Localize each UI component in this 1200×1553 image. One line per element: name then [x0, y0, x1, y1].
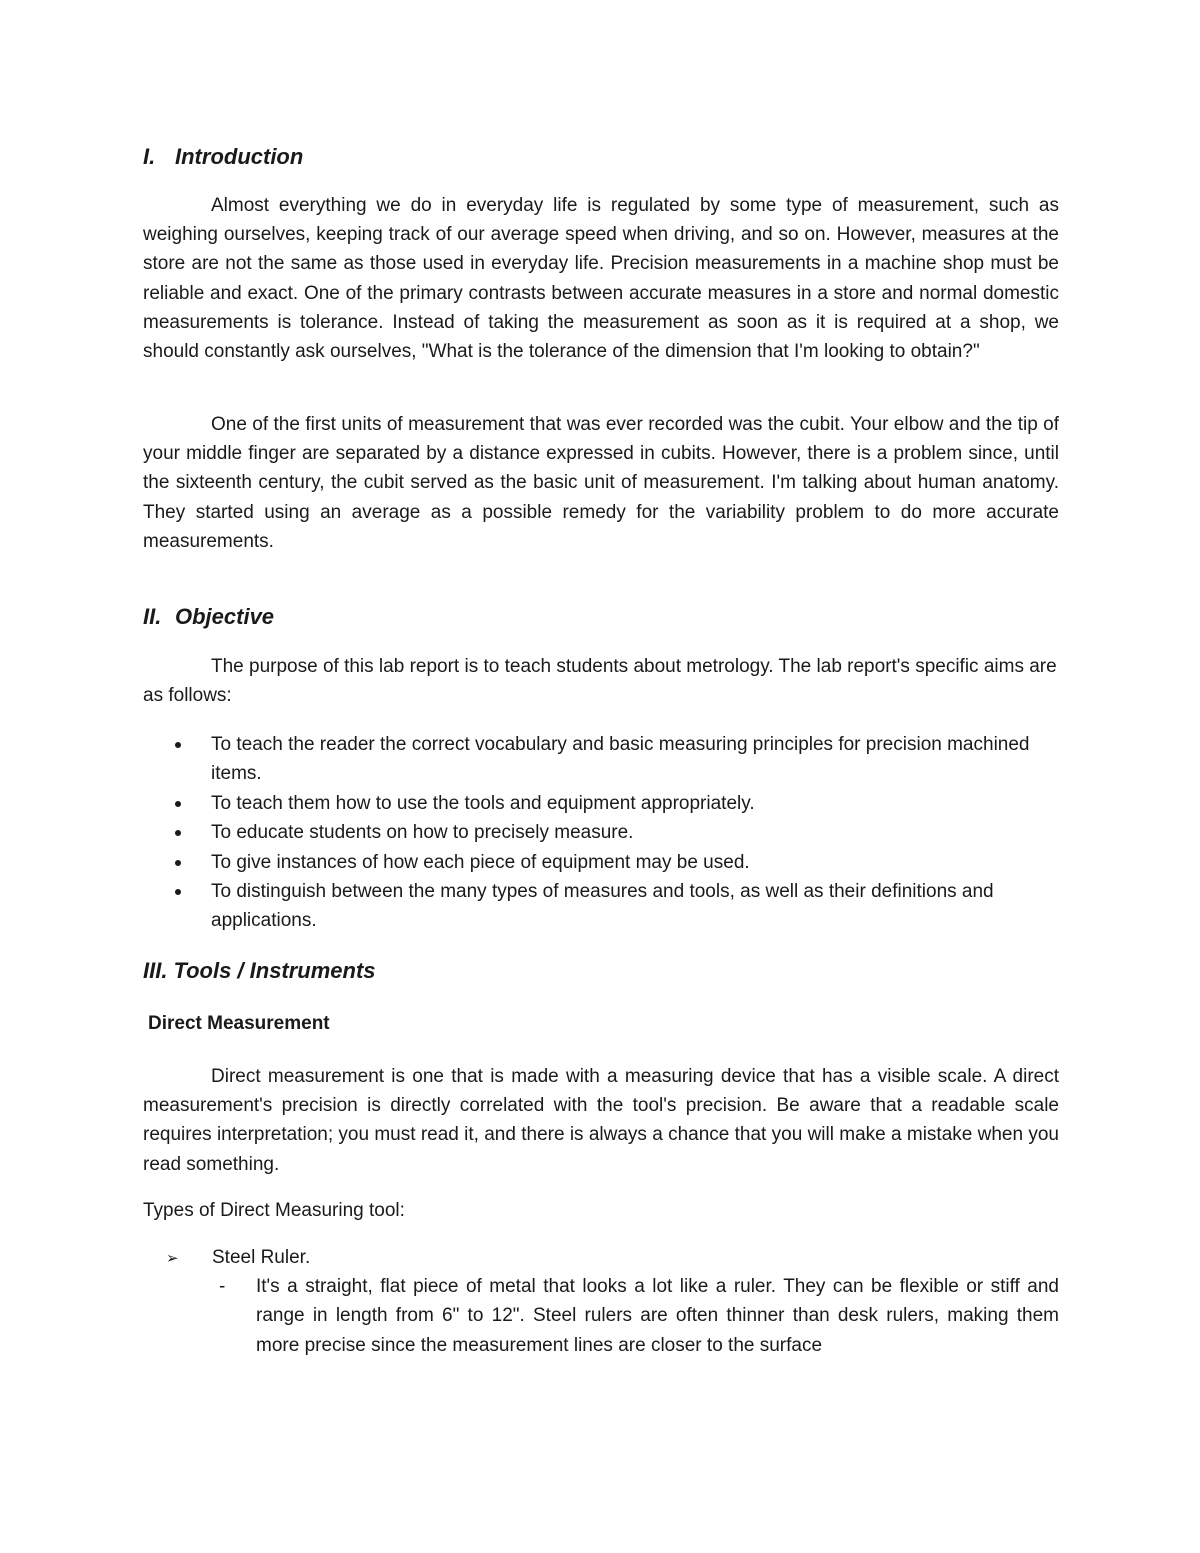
bullet-icon — [175, 742, 181, 748]
list-item — [143, 730, 1043, 789]
intro-paragraph-2: One of the first units of measurement that was ever recorded was the cubit. Your elbow and the tip of your middle finger are separated by a distance expressed in cubits. However, there is a problem since, until the sixteenth century, the cubit served as the basic unit of measurement. I'm talking about human anatomy. They started using an average as a possible remedy for the variability problem to do more accurate measurements. — [143, 414, 1059, 552]
list-item-text: To educate students on how to precisely measure. — [211, 822, 634, 844]
heading-number: III. — [143, 958, 168, 983]
dash-bullet-icon: - — [219, 1276, 226, 1297]
heading-tools — [143, 957, 376, 985]
arrow-bullet-icon: ➢ — [166, 1249, 179, 1267]
bullet-icon — [175, 801, 181, 807]
heading-number: II. — [143, 604, 162, 629]
tool-description — [213, 1272, 1059, 1360]
list-item — [143, 789, 1043, 818]
heading-introduction — [143, 143, 303, 171]
heading-objective — [143, 603, 274, 631]
list-item — [143, 848, 1043, 877]
heading-title: Introduction — [175, 144, 304, 169]
intro-paragraph-1: Almost everything we do in everyday life is regulated by some type of measurement, such as weighing ourselves, keeping track of our average speed when driving, and so on. However, measures at the store are not the same as those used in everyday life. Precision measurements in a machine shop must be reliable and exact. One of the primary contrasts between accurate measures in a store and normal domestic measurements is tolerance. Instead of taking the measurement as soon as it is required at a shop, we should constantly ask ourselves, "What is the tolerance of the dimension that I'm looking to obtain?" — [143, 195, 1059, 363]
heading-number: I. — [143, 144, 156, 169]
types-label: Types of Direct Measuring tool: — [143, 1200, 405, 1221]
direct-measurement-paragraph: Direct measurement is one that is made with a measuring device that has a visible scale. A direct measurement's precision is directly correlated with the tool's precision. Be aware that a readable scale requires interpretation; you must read it, and there is always a chance that you will make a mistake when you read something. — [143, 1066, 1059, 1175]
list-item — [143, 877, 1043, 936]
tool-name: Steel Ruler. — [212, 1247, 311, 1268]
heading-title: Tools / Instruments — [173, 958, 376, 983]
list-item-text: To teach them how to use the tools and equipment appropriately. — [211, 792, 755, 814]
list-item-text: To distinguish between the many types of measures and tools, as well as their definitions and applications. — [211, 881, 994, 932]
list-item — [143, 818, 1043, 847]
objective-paragraph: The purpose of this lab report is to teach students about metrology. The lab report's specific aims are as follows: — [143, 656, 1057, 707]
list-item-text: To give instances of how each piece of equipment may be used. — [211, 851, 750, 873]
tool-description-text: It's a straight, flat piece of metal that looks a lot like a ruler. They can be flexible or stiff and range in length from 6" to 12". Steel rulers are often thinner than desk rulers, making them more precise since the measurement lines are closer to the surface — [256, 1276, 1059, 1356]
bullet-icon — [175, 889, 181, 895]
subheading-direct-measurement: Direct Measurement — [148, 1013, 330, 1034]
bullet-icon — [175, 830, 181, 836]
list-item-text: To teach the reader the correct vocabulary and basic measuring principles for precision machined items. — [211, 734, 1030, 785]
bullet-icon — [175, 860, 181, 866]
objective-bullet-list — [143, 730, 1043, 936]
tool-item-steel-ruler — [166, 1243, 310, 1273]
heading-title: Objective — [175, 604, 275, 629]
